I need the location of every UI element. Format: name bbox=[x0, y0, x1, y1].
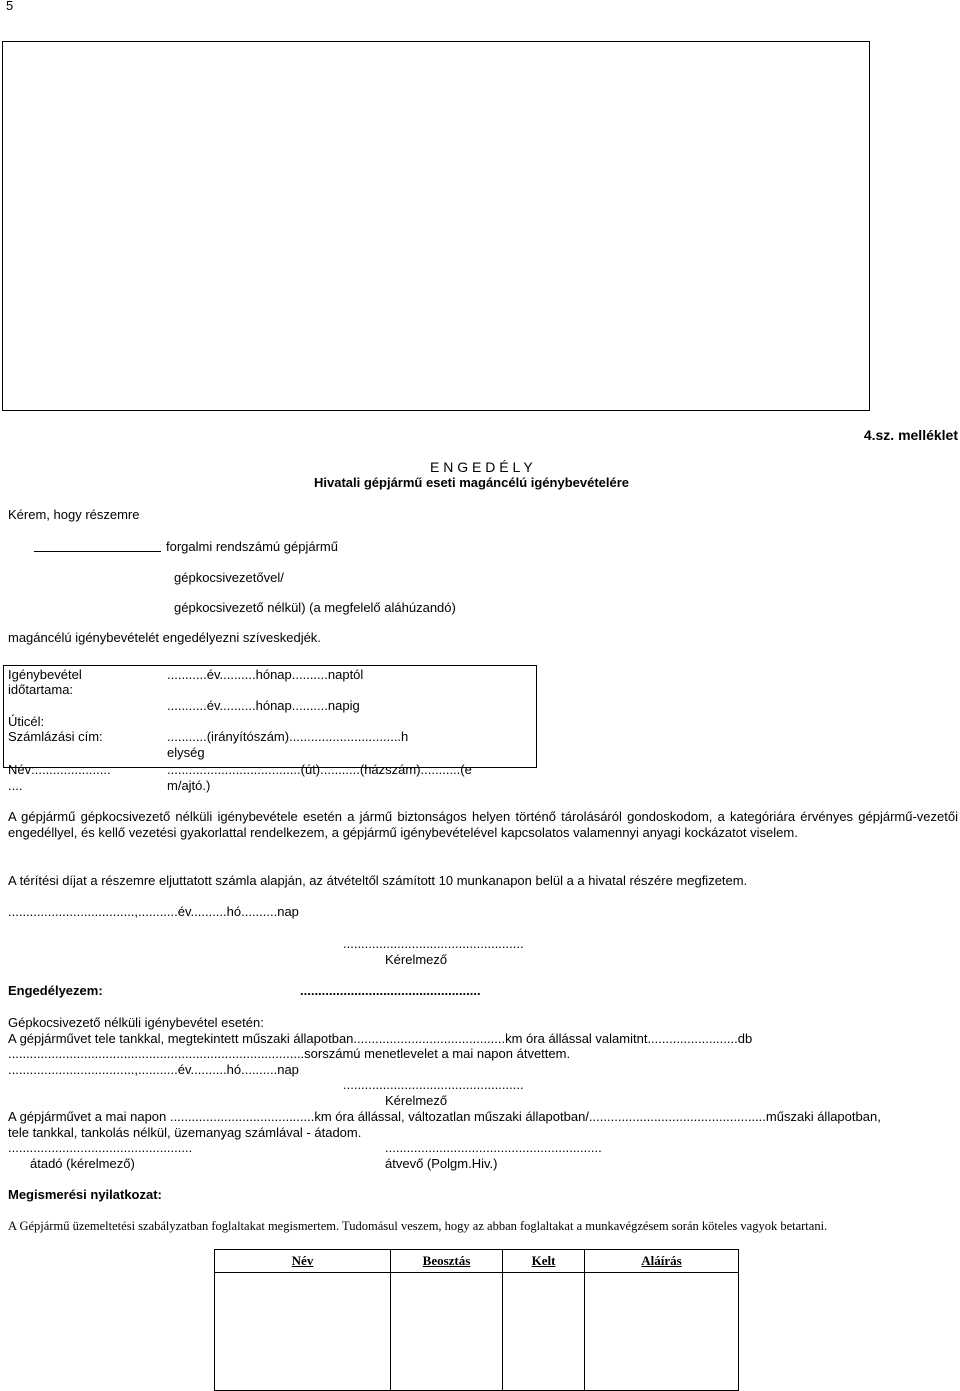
logbook-line: ..................................................................................sorszámú menetlevelet a mai napon átvettem. bbox=[8, 1046, 571, 1061]
receiver-signature-dots: ............................................................ bbox=[385, 1140, 602, 1155]
column-header-name: Név bbox=[215, 1250, 391, 1273]
name-cell[interactable] bbox=[215, 1273, 391, 1391]
applicant-label: Kérelmező bbox=[385, 952, 448, 967]
street-line-continued: m/ajtó.) bbox=[167, 778, 211, 793]
request-closing: magáncélú igénybevételét engedélyezni szíveskedjék. bbox=[8, 630, 321, 645]
return-line-continued: tele tankkal, tankolás nélkül, üzemanyag számlával - átadom. bbox=[8, 1125, 362, 1140]
column-header-date: Kelt bbox=[503, 1250, 585, 1273]
column-header-signature: Aláírás bbox=[585, 1250, 739, 1273]
page-number: 5 bbox=[6, 0, 14, 13]
fee-statement: A térítési díjat a részemre eljuttatott számla alapján, az átvételtől számított 10 munkanapon belül a a hivatal részére megfizetem. bbox=[8, 873, 748, 888]
plate-number-blank bbox=[34, 551, 161, 552]
signature-table bbox=[214, 1249, 739, 1391]
acknowledgement-heading: Megismerési nyilatkozat: bbox=[8, 1187, 162, 1202]
table-row bbox=[215, 1273, 739, 1391]
destination-label: Úticél: bbox=[8, 714, 45, 729]
name-dots: .... bbox=[8, 778, 23, 793]
return-line: A gépjárművet a mai napon ........................................km óra állással, változatlan műszaki állapotban/.................................................műszaki állapotban, bbox=[8, 1109, 881, 1124]
giver-signature-dots: ................................................... bbox=[8, 1140, 193, 1155]
approve-signature-dots: .................................................. bbox=[300, 983, 481, 998]
duration-to: ...........év..........hónap..........napig bbox=[167, 698, 360, 713]
option-without-driver: gépkocsivezető nélkül) (a megfelelő aláhúzandó) bbox=[174, 600, 456, 615]
plate-label: forgalmi rendszámú gépjármű bbox=[166, 539, 338, 554]
applicant-signature-dots: .................................................. bbox=[343, 936, 524, 951]
handover-line: A gépjárművet tele tankkal, megtekintett műszaki állapotban..........................................km óra állással valamitnt.........................db bbox=[8, 1031, 753, 1046]
page-frame bbox=[2, 41, 870, 411]
name-label: Név:..................... bbox=[8, 762, 111, 777]
giver-label: átadó (kérelmező) bbox=[30, 1156, 135, 1171]
date-line: ...................................,...........év..........hó..........nap bbox=[8, 904, 299, 919]
applicant-label-2: Kérelmező bbox=[385, 1093, 448, 1108]
acknowledgement-text: A Gépjármű üzemeltetési szabályzatban foglaltakat megismertem. Tudomásul veszem, hogy az abban foglaltakat a munkavégzésem során köteles vagyok betartani. bbox=[8, 1219, 828, 1233]
street-line: .....................................(út)...........(házszám)...........(e bbox=[167, 762, 472, 777]
option-with-driver: gépkocsivezetővel/ bbox=[174, 570, 284, 585]
billing-address-label: Számlázási cím: bbox=[8, 729, 103, 744]
postcode-line: ...........(irányítószám)...............................h bbox=[167, 729, 409, 744]
date-line-2: ...................................,...........év..........hó..........nap bbox=[8, 1062, 299, 1077]
column-header-position: Beosztás bbox=[391, 1250, 503, 1273]
duration-label: Igénybevétel bbox=[8, 667, 82, 682]
applicant-signature-dots-2: .................................................. bbox=[343, 1077, 524, 1092]
signature-cell[interactable] bbox=[585, 1273, 739, 1391]
document-title: E N G E D É L Y bbox=[430, 459, 533, 475]
position-cell[interactable] bbox=[391, 1273, 503, 1391]
receiver-label: átvevő (Polgm.Hiv.) bbox=[385, 1156, 498, 1171]
approve-label: Engedélyezem: bbox=[8, 983, 103, 998]
duration-label-continued: időtartama: bbox=[8, 682, 74, 697]
duration-from: ...........év..........hónap..........naptól bbox=[167, 667, 364, 682]
annex-label: 4.sz. melléklet bbox=[863, 427, 958, 443]
request-intro: Kérem, hogy részemre bbox=[8, 507, 140, 522]
document-subtitle: Hivatali gépjármű eseti magáncélú igénybevételére bbox=[314, 475, 630, 490]
postcode-line-continued: elység bbox=[167, 745, 205, 760]
date-cell[interactable] bbox=[503, 1273, 585, 1391]
liability-statement: A gépjármű gépkocsivezető nélküli igénybevétele esetén a jármű biztonságos helyen történő tárolásáról gondoskodom, a kategóriára érvényes gépjármű-vezetői engedéllyel, és kellő vezetési gyakorlattal rendelkezem, a gépjármű igénybevételével kapcsolatos valamennyi anyagi kockázatot viselem. bbox=[8, 809, 958, 840]
no-driver-heading: Gépkocsivezető nélküli igénybevétel esetén: bbox=[8, 1015, 264, 1030]
